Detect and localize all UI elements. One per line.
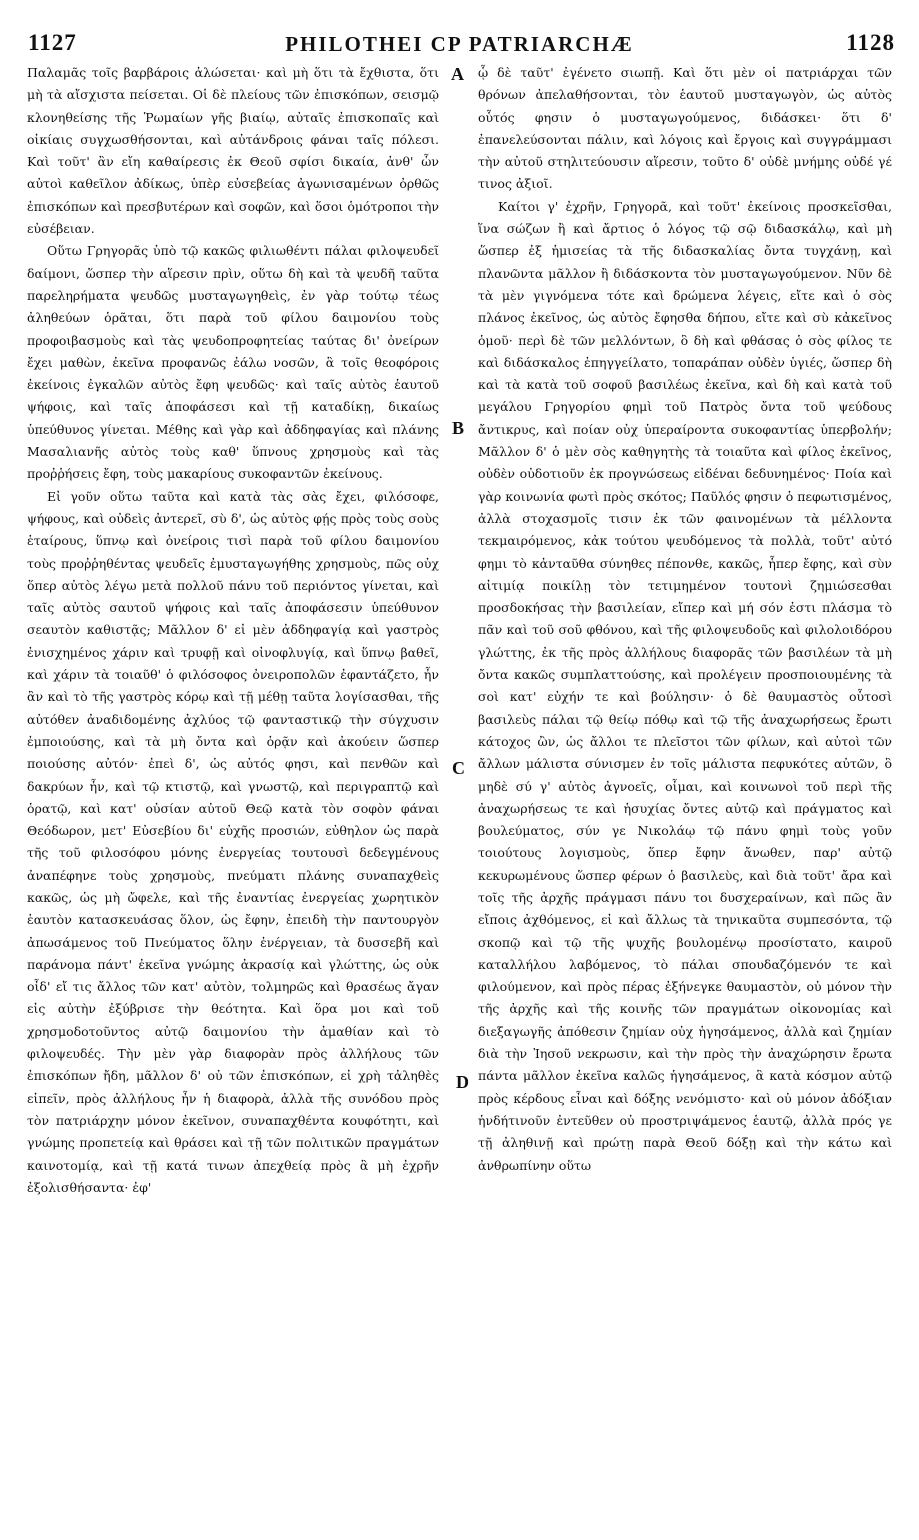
margin-letter-a: A	[451, 64, 464, 84]
paragraph: Καίτοι γ' ἐχρῆν, Γρηγορᾶ, καὶ τοῦτ' ἐκείνοις προσκεῖσθαι, ἵνα σώζων ἢ καὶ ἄρτιος ὁ λόγος τῷ σῷ διδασκάλῳ, καὶ μὴ ὥσπερ ἐξ ἡμισείας τὰ τῆς διδασκαλίας ὄντα τυγχάνῃ, καὶ πλανῶντα μᾶλλον ἢ διδάσκοντα τὸν μυσταγωγούμενον. Νῦν δὲ τὰ μὲν γιγνόμενα τότε καὶ δρώμενα λέγεις, εἴτε καὶ ὁ σὸς πλάνος ἐκεῖνος, ὡς αὐτὸς ἔφησθα δήπου, εἴτε καὶ σὺ κἀκεῖνος ὁμοῦ· περὶ δὲ τῶν μελλόντων, ὃ δὴ καὶ φθάσας ὁ σὸς φίλος τε καὶ διδάσκαλος ἐπηγγείλατο, τοπαράπαν οὐδὲν ὑγιές, ὥσπερ δὴ καὶ τὰ κατὰ τοῦ σοφοῦ βασιλέως ἐκεῖνα, καὶ δὴ καὶ κατὰ τοῦ μεγάλου Γρηγορίου φημὶ τοῦ Πατρὸς ὄντα τοῦ ψεύδους ἄντικρυς, καὶ ποίαν οὐχ ὑπεραίροντα συκοφαντίας ὑπερβολήν; Μᾶλλον δ' ὁ μὲν σὸς καθηγητὴς τὰ τοιαῦτα καὶ φίλος ἐκεῖνος, οὐδὲν οὐδοτιοῦν ἐκ προγνώσεως εἰδέναι δεδυνημένος· Ποία καὶ γὰρ κοινωνία φωτὶ πρὸς σκότος; Παῦλός φησιν ὁ πεφωτισμένος, ἀλλὰ στοχασμοῖς τισιν ἐκ τῶν φαινομένων τὰ μέλλοντα τεκμαιρόμενος, κἀκ τούτου ψευδόμενος τὰ πολλὰ, τοῦτ' αὐτό φημι τὸ κἀνταῦθα σύνηθες πέπονθε, κακῶς, ἧπερ ἔφης, καὶ σὺν αἰτιμίᾳ ποικίλῃ τὸν τετιμημένον τουτονὶ ζημιώσεσθαι προσδοκήσας τὴν βασιλείαν, εἴπερ καὶ μή σόν ἐστι πλάσμα τὸ πᾶν καὶ τοῦ σοῦ φθόνου, καὶ τῆς φιλοψευδοῦς καὶ φιλολοιδόρου γλώττης, ἐκ τῆς πρὸς ἀλλήλους διαφορᾶς τῶν βασιλέων τὰ μὴ ὄντα κακῶς συμπλαττούσης, καὶ προλέγειν προσποιουμένης τὰ σοὶ κατ' εὐχήν τε καὶ βούλησιν· ὁ δὲ θαυμαστὸς οὗτοσὶ βασιλεὺς πάλαι τῷ θείῳ πόθῳ καὶ τῷ τῆς ἀναχωρήσεως ἔρωτι κάτοχος ὢν, ὡς ἄλλοι τε πλεῖστοι τῶν φίλων, καὶ αὐτοὶ τῶν ἄλλων μάλιστα σύνισμεν ἐν τοῖς μάλιστα πεφυκότες αὐτῶν, ὃ μηδὲ σύ γ' αὐτὸς ἀγνοεῖς, οἶμαι, καὶ κοινωνοὶ τοῦ περὶ τῆς ἀναχωρήσεως τε καὶ ἡσυχίας ὄντες αὐτῷ καὶ πράγματος καὶ βουλεύματος, σύν γε Νικολάῳ τῷ πάνυ φημὶ τοὺς γοῦν τοιούτους λογισμοὺς, ὅπερ ἔφην ἄνωθεν, παρ' αὐτῷ κεκυρωμένους ὥσπερ φέρων ὁ βασιλεὺς, καὶ διὰ τοῦτ' ἄρα καὶ τοῖς τῆς ἀρχῆς πράγμασι πάνυ τοι δυσχεραίνων, καὶ πῶς ἂν εἴποις ἀχθόμενος, εἰ καὶ ἄλλως τὰ τηνικαῦτα συμπεσόντα, τῷ σκοπῷ καὶ τῷ τῆς ψυχῆς βουλομένῳ προσίστατο, καιροῦ καταλλήλου λαβόμενος, τὸ πάλαι σπουδαζόμενόν τε καὶ φιλούμενον, καὶ πρὸς πέρας ἐξήνεγκε θαυμαστὸν, οὐ μόνον τὴν τῆς ἀρχῆς καὶ τῆς κοινῆς τῶν πραγμάτων οἰκονομίας καὶ διεξαγωγῆς ἀπόθεσιν ζημίαν οὐχ ἡγησάμενος, ἀλλὰ καὶ ζημίαν διὰ τὴν Ἰησοῦ νεκρωσιν, καὶ τὴν πρὸς τὴν ἀναχώρησιν ἔρωτα πάντα μᾶλλον ἐκεῖνα καλῶς ἡγησάμενος, ἃ κατὰ κόσμον αὐτῷ πρὸς κέρδους εἶναι καὶ δόξης νενόμιστο· καὶ οὐ μόνον ἀδόξιαν ἡνδήτινοῦν ἐντεῦθεν οὐ προστριψάμενος ἑαυτῷ, ἀλλὰ πρός γε τῇ ἀληθινῇ καὶ πρώτῃ παρὰ Θεοῦ δόξῃ καὶ τὴν κάτω καὶ ἀνθρωπίνην οὕτω	[478, 198, 892, 1173]
paragraph: ᾧ δὲ ταῦτ' ἐγένετο σιωπῇ. Καὶ ὅτι μὲν οἱ πατριάρχαι τῶν θρόνων ἀπελαθήσονται, τὸν ἑαυτοῦ μυσταγωγὸν, ὡς αὐτὸς οὗτός φησιν ὁ μυσταγωγούμενος, διδάσκει· ὅτι δ' ἐπανελεύσονται πάλιν, καὶ λόγοις καὶ ἔργοις καὶ συγγράμμασι τὴν αὐτοῦ στηλιτεύουσιν αἵρεσιν, τοῦτο δ' οὐδὲ μνήμης οὐδέ γέ τινος ἀξιοῖ.	[478, 65, 892, 192]
paragraph: Οὕτω Γρηγορᾶς ὑπὸ τῷ κακῶς φιλιωθέντι πάλαι φιλοψευδεῖ δαίμονι, ὥσπερ τὴν αἵρεσιν πρὶν, οὕτω δὴ καὶ τὰ ψευδῆ ταῦτα παρεληρήματα ψευδῶς μυσταγωγηθεὶς, ἐν γὰρ τούτῳ τέως ἀληθεύων ὁρᾶται, ὅτι παρὰ τοῦ φίλου δαιμονίου τοὺς προφοιβασμοὺς καὶ τὰς ψευδοπροφητείας ταύτας δι' ὀνείρων ἔχει μαθὼν, ἐκεῖνα προφανῶς ἐάλω νοσῶν, ἃ τοῖς θεοφόροις ἐκείνοις ἐγκαλῶν αὐτὸς ἔφη ψευδῶς· καὶ ταῖς αὐτὸς ἑαυτοῦ ψήφοις, καὶ ταῖς ἀποφάσεσι καὶ τῇ καταδίκῃ, δικαίως ὑπεύθυνος γίνεται. Μέθης καὶ γὰρ καὶ ἀδδηφαγίας καὶ πλάνης Μασαλιανῆς αὐτὸς τοὺς καθ' ὕπνους χρησμοὺς καὶ τὰς προῤῥήσεις ἔφη, τοὺς μακαρίους συκοφαντῶν ἐκείνους.	[27, 243, 439, 482]
right-text-column	[478, 62, 892, 1177]
margin-letter-c: C	[452, 758, 465, 778]
margin-letter-d: D	[456, 1072, 469, 1092]
paragraph: Παλαμᾶς τοῖς βαρβάροις ἁλώσεται· καὶ μὴ ὅτι τὰ ἔχθιστα, ὅτι μὴ τὰ αἴσχιστα πείσεται. Οἱ δὲ πλείους τῶν ἐπισκόπων, σεισμῷ κλονηθείσης τῆς Ῥωμαίων γῆς βιαίῳ, αὐταῖς ἐπισκοπαῖς καὶ οἰκίαις συγχωσθήσονται, καὶ αὐτάνδροις φάναι ταῖς πόλεσι. Καὶ τοῦτ' ἂν εἴη καθαίρεσις ἐκ Θεοῦ σφίσι δικαία, ἀνθ' ὧν αὐτοὶ καθεῖλον ἀδίκως, ὑπὲρ εὐσεβείας ἀγωνισαμένων ὀρθῶς ἐπισκόπων καὶ πρεσβυτέρων καὶ σοφῶν, καὶ ὅσοι ὁμότροποι τὴν εὐσέβειαν.	[27, 65, 439, 237]
margin-letter-b: B	[452, 418, 465, 438]
left-text-column	[27, 62, 439, 1199]
paragraph: Εἰ γοῦν οὕτω ταῦτα καὶ κατὰ τὰς σὰς ἔχει, φιλόσοφε, ψήφους, καὶ οὐδεὶς ἀντερεῖ, σὺ δ', ὡς αὐτὸς φῄς πρὸς τοὺς σοὺς ἑταίρους, ὕπνῳ καὶ ὀνείροις τισὶ παρὰ τοῦ φίλου δαιμονίου τοὺς προῤῥηθέντας ψευδεῖς ἐμυσταγωγήθης χρησμοὺς, πῶς οὐχ ὅπερ αὐτὸς λέγω μετὰ πολλοῦ πάνυ τοῦ περιόντος γίνεται, καὶ ταῖς αὐτὸς σαυτοῦ ψήφοις καὶ ταῖς ἀποφάσεσιν ὑπεύθυνον σεαυτὸν καθιστᾷς; Μᾶλλον δ' εἰ μὲν ἀδδηφαγίᾳ καὶ γαστρὸς ἐνισχημένος χάριν καὶ τρυφῇ καὶ οἰνοφλυγίᾳ, καὶ ὕπνῳ βαθεῖ, καὶ χάριν τὰ τοιαῦθ' ὁ φιλόσοφος ὀνειροπολῶν ἐφαντάζετο, ἦν ἂν καὶ τὸ τῆς γαστρὸς κόρῳ καὶ τῇ μέθῃ ταῦτα λογίσασθαι, τῆς αὐτόθεν ἀναδιδομένης ἀχλύος τῷ φανταστικῷ τὴν σύγχυσιν ἐμποιούσης, καὶ τὰ μὴ ὄντα καὶ ὁρᾷν καὶ ἀκούειν ὥσπερ ποιούσης αὐτόν· ἐπεὶ δ', ὡς αὐτός φησι, καὶ πενθῶν καὶ δακρύων ἦν, καὶ τῷ κτιστῷ, καὶ γνωστῷ, καὶ περιγραπτῷ καὶ ὁρατῷ, καὶ κατ' οὐσίαν αὐτοῦ Θεῷ κατὰ τὸν σοφὸν φάναι Θεόδωρον, μετ' Εὐσεβίου δι' εὐχῆς προσιών, εὐθηλον ὡς παρὰ τῆς τοῦ φιλοσόφου μόνης ἐνεργείας τουτουσὶ δεδεγμένους ἀναπέφηνε τοὺς χρησμοὺς, πνεύματι πλάνης συναπαχθεὶς κακῶς, ὡς μὴ ὤφελε, καὶ τῆς ἐναντίας ἐνεργείας χωρητικὸν ἑαυτὸν κατασκευάσας ὅλον, ὡς ἔφην, ἐπειδὴ τὴν παντουργὸν ἀπωσάμενος τοῦ Πνεύματος ὅλην ἐνέργειαν, τὰ δυσσεβῆ καὶ παράνομα πάντ' ἐκεῖνα γνώμης ἀκρασίᾳ καὶ γλώττης, ὡς οὐκ οἶδ' εἴ τις ἄλλος τῶν κατ' αὐτὸν, τολμηρῶς καὶ θρασέως ἄγαν εἰς αὐτὴν ἐξύβρισε τὴν θεότητα. Καὶ ὅρα μοι καὶ τοῦ χρησμοδοτοῦντος αὐτῷ δαιμονίου τὴν ἀμαθίαν καὶ τὸ φιλοψευδές. Τὴν μὲν γὰρ διαφορὰν πρὸς ἀλλήλους τῶν ἐπισκόπων ἤδη, μᾶλλον δ' οὐ τῶν ἐπισκόπων, εἰ χρὴ τἀληθὲς εἰπεῖν, πρὸς ἀλλήλους ἦν ἡ διαφορὰ, ἀλλὰ τῆς συνόδου πρὸς τὸν πατριάρχην μόνον ἐκεῖνον, συναπαχθέντα κουφότητι, καὶ γνώμης προπετείᾳ καὶ θράσει καὶ τῇ τῶν πολιτικῶν πραγμάτων καινοτομίᾳ, καὶ τῇ κατά τινων ἀπεχθείᾳ πρὸς ἃ μὴ ἐχρῆν ἐξολισθήσαντα· ἐφ'	[27, 488, 439, 1195]
running-title: PHILOTHEI CP PATRIARCHÆ	[285, 32, 634, 56]
running-header	[0, 30, 919, 56]
right-page-number: 1128	[846, 30, 895, 55]
left-page-number: 1127	[28, 30, 77, 55]
